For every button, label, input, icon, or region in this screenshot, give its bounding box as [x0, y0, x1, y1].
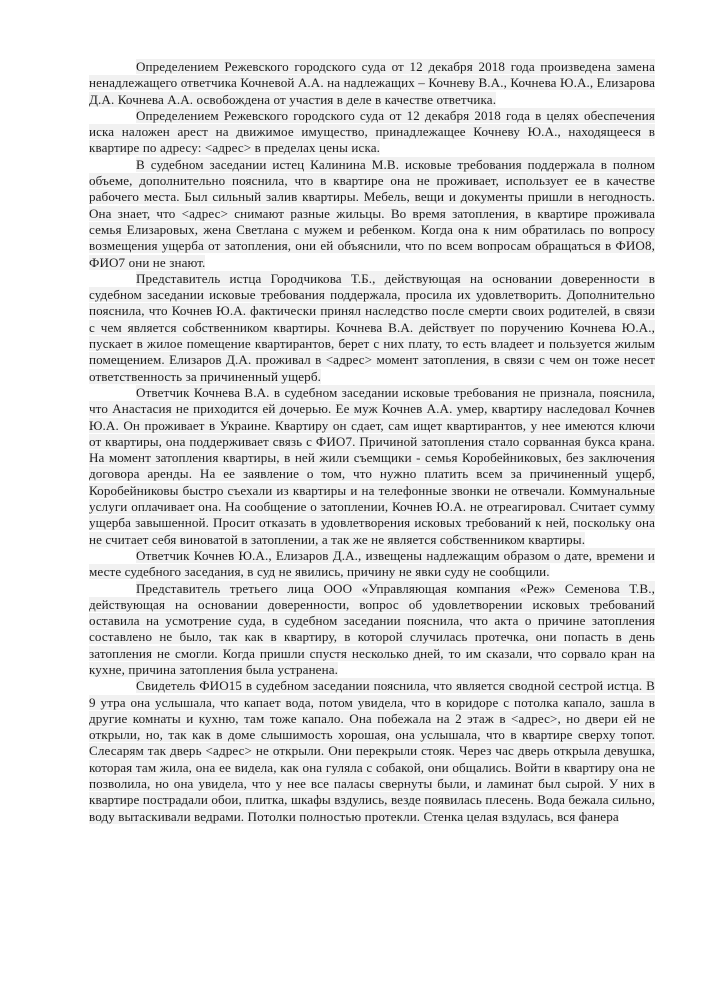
document-text-block — [89, 59, 655, 825]
paragraph-text: В судебном заседании истец Калинина М.В. исковые требования поддержала в полном объеме, дополнительно пояснила, что в квартире она не проживает, использует ее в качестве рабочего места. Был сильный залив квартиры. Мебель, вещи и документы пришли в негодность. Она знает, что <адрес> снимают разные жильцы. Во время затопления, в квартире проживала семья Елизаровых, жена Светлана с мужем и ребенком. Когда она к ним обратилась по вопросу возмещения ущерба от затопления, они ей объяснили, что по всем вопросам обращаться в ФИО8, ФИО7 они не знают. — [89, 156, 655, 270]
paragraph-text: Представитель истца Городчикова Т.Б., действующая на основании доверенности в судебном заседании исковые требования поддержала, просила их удовлетворить. Дополнительно пояснила, что Кочнев Ю.А. фактически принял наследство после смерти своих родителей, в связи с чем является собственником квартиры. Кочнева В.А. действует по поручению Кочнева Ю.А., пускает в жилое помещение квартирантов, берет с них плату, то есть владеет и пользуется жилым помещением. Елизаров Д.А. проживал в <адрес> момент затопления, в связи с чем он тоже несет ответственность за причиненный ущерб. — [89, 270, 655, 384]
paragraph-plaintiff-kalinina-statement — [89, 157, 655, 271]
paragraph-defendant-kochneva-statement — [89, 385, 655, 548]
paragraph-text: Ответчик Кочнев Ю.А., Елизаров Д.А., извещены надлежащим образом о дате, времени и месте судебного заседания, в суд не явились, причину не явки суду не сообщили. — [89, 547, 655, 580]
paragraph-plaintiff-representative-gorodchikova — [89, 271, 655, 385]
paragraph-court-ruling-replacement — [89, 59, 655, 108]
paragraph-court-ruling-arrest — [89, 108, 655, 157]
paragraph-defendants-absent — [89, 548, 655, 581]
paragraph-text: Определением Режевского городского суда от 12 декабря 2018 года в целях обеспечения иска наложен арест на движимое имущество, принадлежащее Кочневу Ю.А., находящееся в квартире по адресу: <адрес> в пределах цены иска. — [89, 107, 655, 156]
paragraph-text: Представитель третьего лица ООО «Управляющая компания «Реж» Семенова Т.В., действующая на основании доверенности, вопрос об удовлетворении исковых требований оставила на усмотрение суда, в судебном заседании пояснила, что акта о причине затопления составлено не было, так как в квартиру, в которой случилась протечка, они попасть в день затопления не смогли. Когда пришли спустя несколько дней, то им сказали, что сорвало кран на кухне, причина затопления была устранена. — [89, 580, 655, 677]
paragraph-text: Свидетель ФИО15 в судебном заседании пояснила, что является сводной сестрой истца. В 9 утра она услышала, что капает вода, потом увидела, что в коридоре с потолка капало, зашла в другие комнаты и кухню, там тоже капало. Она побежала на 2 этаж в <адрес>, но двери ей не открыли, но, так как в доме слышимость хорошая, она услышала, что в квартире сверху топот. Слесарям так дверь <адрес> не открыли. Они перекрыли стояк. Через час дверь открыла девушка, которая там жила, она ее видела, как она гуляла с собакой, они общались. Войти в квартиру она не позволила, но она увидела, что у нее все паласы свернуты были, и ламинат был сырой. У них в квартире пострадали обои, плитка, шкафы вздулись, везде появилась плесень. Вода бежала сильно, воду вытаскивали ведрами. Потолки полностью протекли. Стенка целая вздулась, вся фанера — [89, 678, 655, 824]
paragraph-third-party-representative-semenova — [89, 581, 655, 679]
paragraph-text: Определением Режевского городского суда от 12 декабря 2018 года произведена замена ненадлежащего ответчика Кочневой А.А. на надлежащих – Кочневу В.А., Кочнева Ю.А., Елизарова Д.А. Кочнева А.А. освобождена от участия в деле в качестве ответчика. — [89, 59, 655, 107]
paragraph-text: Ответчик Кочнева В.А. в судебном заседании исковые требования не признала, пояснила, что Анастасия не приходится ей дочерью. Ее муж Кочнев А.А. умер, квартиру наследовал Кочнев Ю.А. Он проживает в Украине. Квартиру он сдает, сам ищет квартирантов, у нее имеются ключи от квартиры, она поддерживает связь с ФИО7. Причиной затопления стало сорванная букса крана. На момент затопления квартиры, в ней жили съемщики - семья Коробейниковых, без заключения договора аренды. На ее заявление о том, что нужно платить всем за причиненный ущерб, Коробейниковы быстро съехали из квартиры и на телефонные звонки не отвечали. Коммунальные услуги оплачивает она. На сообщение о затоплении, Кочнев Ю.А. не отреагировал. Считает сумму ущерба завышенной. Просит отказать в удовлетворения исковых требований к ней, поскольку она не считает себя виноватой в затоплении, а так же не является собственником квартиры. — [89, 384, 655, 547]
paragraph-witness-fio15-testimony — [89, 678, 655, 825]
